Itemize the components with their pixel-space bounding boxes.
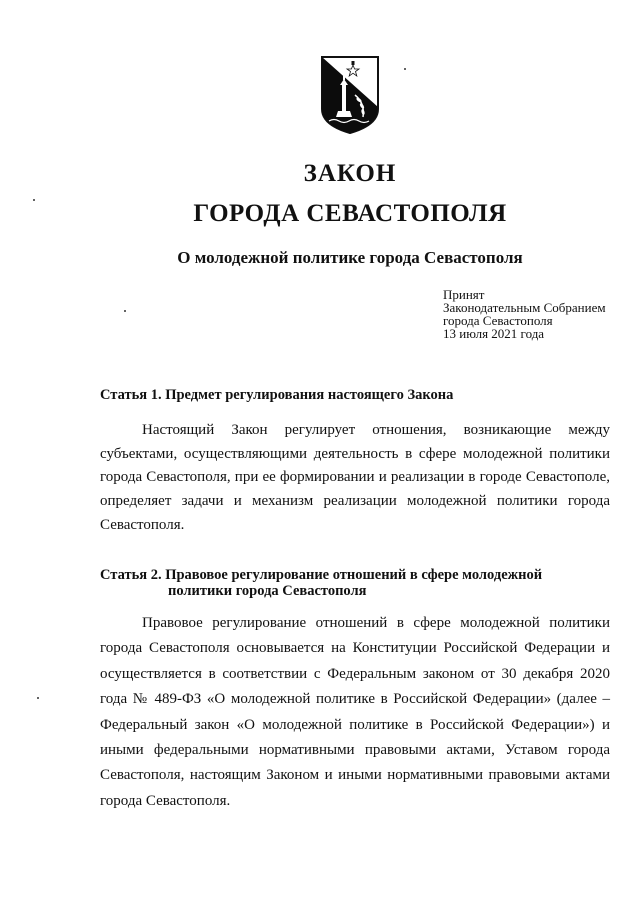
scan-speck xyxy=(37,697,39,699)
article-2-heading xyxy=(100,567,570,599)
article-1-heading xyxy=(100,387,570,403)
adoption-line: Законодательным Собранием xyxy=(443,300,606,315)
adoption-block xyxy=(443,288,623,340)
law-subtitle: О молодежной политике города Севастополя xyxy=(177,248,523,267)
article-1-body: Настоящий Закон регулирует отношения, возникающие между субъектами, осуществляющими деятельность в сфере молодежной политики города Севастополя, при ее формировании и реализации в городе Севастополе, определяет задачи и механизм реализации молодежной политики города Севастополя. xyxy=(100,422,610,533)
adoption-line: города Севастополя xyxy=(443,313,553,328)
article-heading-text: Статья 1. Предмет регулирования настоящего Закона xyxy=(100,387,454,403)
city-title: ГОРОДА СЕВАСТОПОЛЯ xyxy=(193,200,507,227)
article-heading-continuation: политики города Севастополя xyxy=(168,583,367,599)
adoption-line: Принят xyxy=(443,287,485,302)
sevastopol-coat-of-arms-icon xyxy=(319,55,381,135)
adoption-date: 13 июля 2021 года xyxy=(443,326,545,341)
scan-speck xyxy=(124,310,126,312)
law-title: ЗАКОН xyxy=(303,160,397,187)
article-2-body: Правовое регулирование отношений в сфере молодежной политики города Севастополя основывается на Конституции Российской Федерации и осуществляется в соответствии с Федеральным законом от 30 декабря 2020 года № 489-ФЗ «О молодежной политике в Российской Федерации» (далее – Федеральный закон «О молодежной политике в Российской Федерации») и иными федеральными нормативными правовыми актами, Уставом города Севастополя, настоящим Законом и иными нормативными правовыми актами города Севастополя. xyxy=(100,615,610,809)
scan-speck xyxy=(404,68,406,70)
scan-speck xyxy=(33,199,35,201)
article-heading-text: Статья 2. Правовое регулирование отношений в сфере молодежной xyxy=(100,567,543,583)
